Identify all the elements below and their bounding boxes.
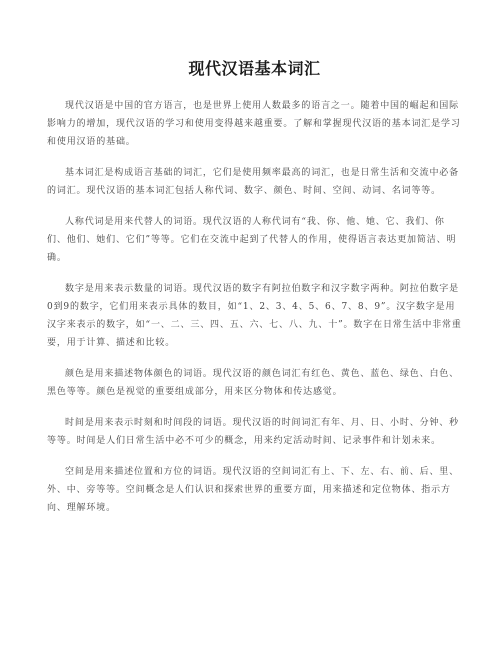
paragraph-colors: 颜色是用来描述物体颜色的词语。现代汉语的颜色词汇有红色、黄色、蓝色、绿色、白色、黑色等等。颜色是视觉的重要组成部分，用来区分物体和传达感觉。 <box>47 369 460 397</box>
paragraph-pronouns: 人称代词是用来代替人的词语。现代汉语的人称代词有“我、你、他、她、它、我们、你们、他们、她们、它们”等等。它们在交流中起到了代替人的作用，使得语言表达更加简洁、明确。 <box>47 217 457 263</box>
paragraph-time: 时间是用来表示时刻和时间段的词语。现代汉语的时间词汇有年、月、日、小时、分钟、秒等等。时间是人们日常生活中必不可少的概念，用来约定活动时间、记录事件和计划未来。 <box>47 418 460 446</box>
paragraph-basic-vocabulary: 基本词汇是构成语言基础的词汇，它们是使用频率最高的词汇，也是日常生活和交流中必备的词汇。现代汉语的基本词汇包括人称代词、数字、颜色、时间、空间、动词、名词等等。 <box>47 168 460 196</box>
document-title: 现代汉语基本词汇 <box>188 59 321 78</box>
paragraph-space: 空间是用来描述位置和方位的词语。现代汉语的空间词汇有上、下、左、右、前、后、里、外、中、旁等等。空间概念是人们认识和探索世界的重要方面，用来描述和定位物体、指示方向、理解环境。 <box>47 467 460 513</box>
paragraph-numbers: 数字是用来表示数量的词语。现代汉语的数字有阿拉伯数字和汉字数字两种。阿拉伯数字是0到9的数字，它们用来表示具体的数目，如“1、2、3、4、5、6、7、8、9”。汉字数字是用汉字来表示的数字，如“一、二、三、四、五、六、七、八、九、十”。数字在日常生活中非常重要，用于计算、描述和比较。 <box>47 284 462 348</box>
paragraph-intro: 现代汉语是中国的官方语言，也是世界上使用人数最多的语言之一。随着中国的崛起和国际影响力的增加，现代汉语的学习和使用变得越来越重要。了解和掌握现代汉语的基本词汇是学习和使用汉语的基础。 <box>47 101 461 147</box>
